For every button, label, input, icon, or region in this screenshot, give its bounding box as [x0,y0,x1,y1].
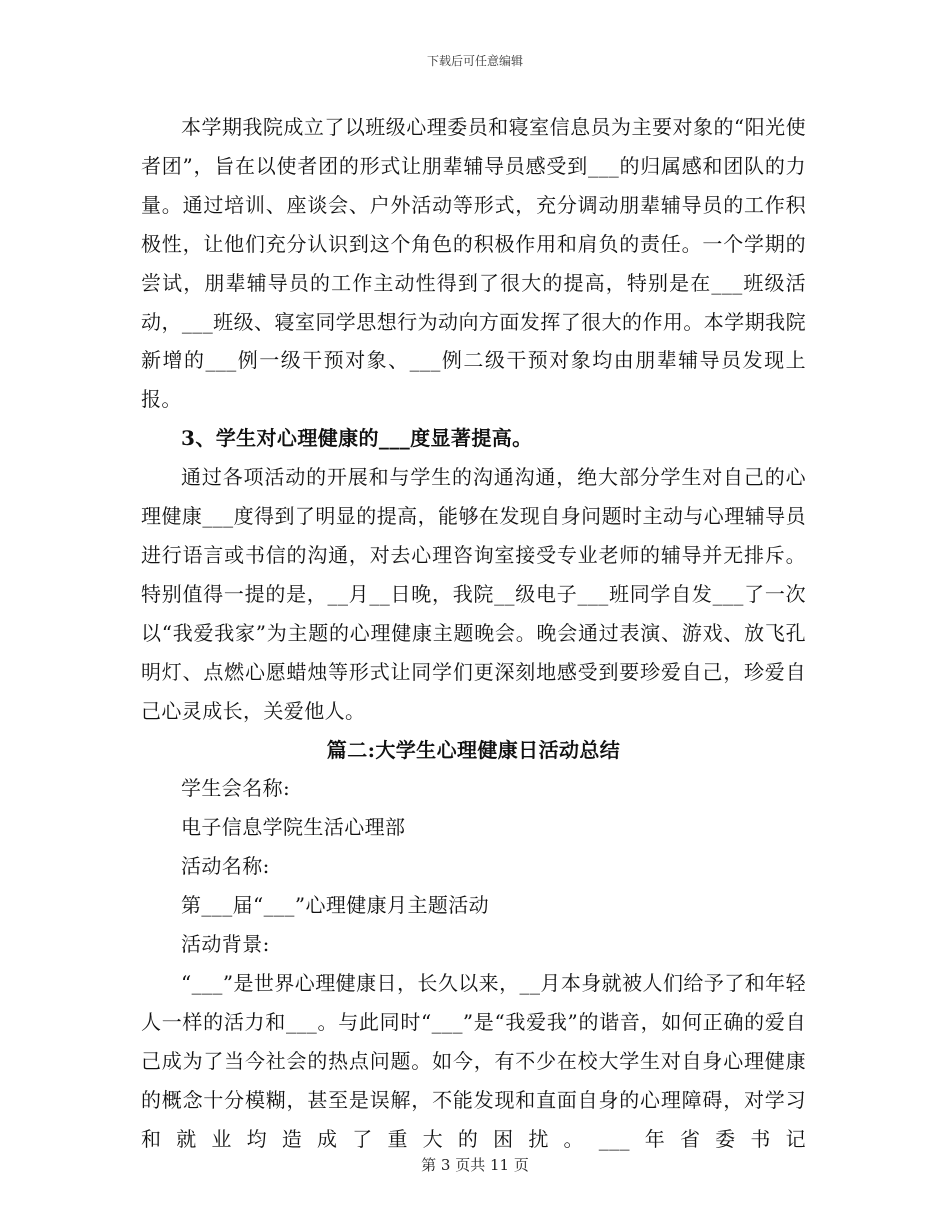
section-title: 篇二:大学生心理健康日活动总结 [326,737,621,762]
document-body [141,108,806,1158]
paragraph-awareness: 通过各项活动的开展和与学生的沟通沟通，绝大部分学生对自己的心理健康___度得到了明显的提高，能够在发现自身问题时主动与心理辅导员进行语言或书信的沟通，对去心理咨询室接受专业老师的辅导并无排斥。特别值得一提的是，__月__日晚，我院__级电子___班同学自发___了一次以“我爱我家”为主题的心理健康主题晚会。晚会通过表演、游戏、放飞孔明灯、点燃心愿蜡烛等形式让同学们更深刻地感受到要珍爱自己，珍爱自己心灵成长，关爱他人。 [141,465,806,723]
value-student-union: 电子信息学院生活心理部 [181,815,406,840]
page-footer: 第 3 页共 11 页 [421,1156,529,1174]
heading-point-3: 3、学生对心理健康的___度显著提高。 [181,426,533,451]
paragraph-sunshine-envoys: 本学期我院成立了以班级心理委员和寝室信息员为主要对象的“阳光使者团”，旨在以使者团的形式让朋辈辅导员感受到___的归属感和团队的力量。通过培训、座谈会、户外活动等形式，充分调动朋辈辅导员的工作积极性，让他们充分认识到这个角色的积极作用和肩负的责任。一个学期的尝试，朋辈辅导员的工作主动性得到了很大的提高，特别是在___班级活动，___班级、寝室同学思想行为动向方面发挥了很大的作用。本学期我院新增的___例一级干预对象、___例二级干预对象均由朋辈辅导员发现上报。 [141,115,806,412]
paragraph-background: “___”是世界心理健康日，长久以来，__月本身就被人们给予了和年轻人一样的活力和___。与此同时“___”是“我爱我”的谐音，如何正确的爱自己成为了当今社会的热点问题。如今，有不少在校大学生对自身心理健康的概念十分模糊，甚至是误解，不能发现和直面自身的心理障碍，对学习和就业均造成了重大的困扰。___年省委书记 [141,970,806,1151]
page-header: 下载后可任意编辑 [426,54,523,68]
label-student-union: 学生会名称: [181,776,291,801]
label-activity-name: 活动名称: [181,854,270,879]
label-activity-background: 活动背景: [181,932,270,957]
value-activity-name: 第___届“___”心理健康月主题活动 [181,893,490,918]
